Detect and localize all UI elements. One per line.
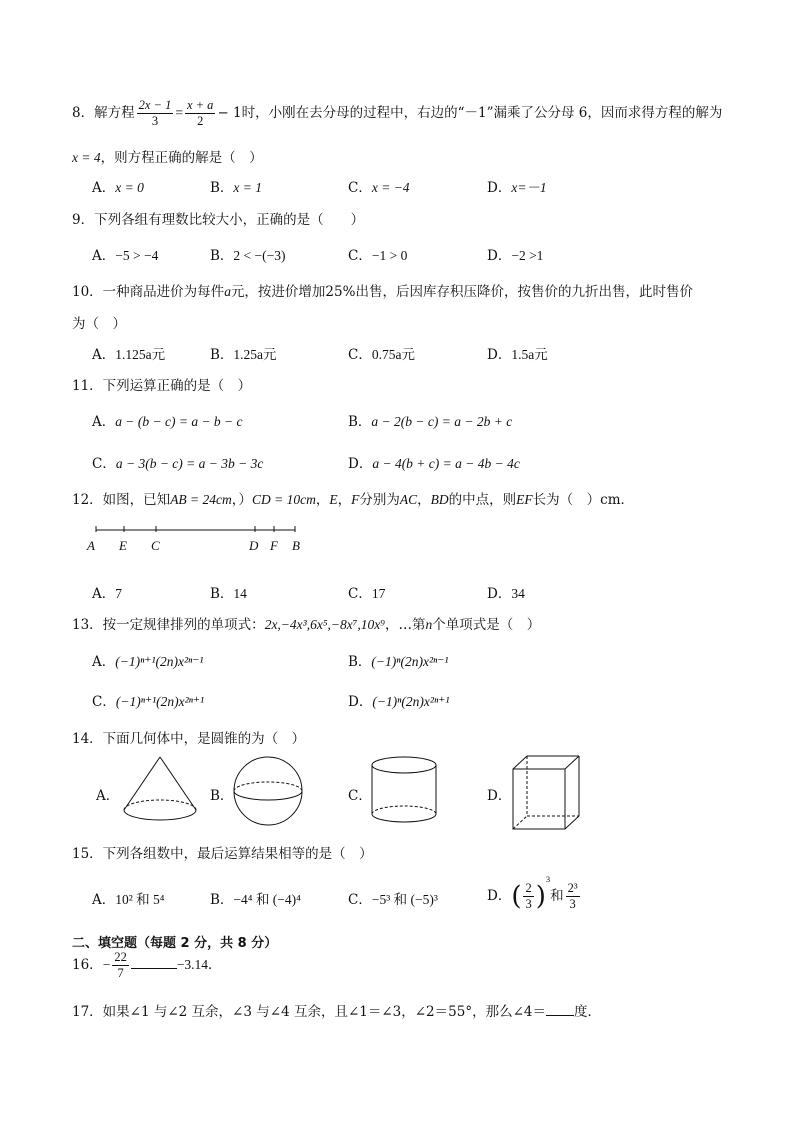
q15-option-b[interactable]: B．−4⁴ 和 (−4)⁴ <box>210 892 301 908</box>
question-8-line2: x = 4，则方程正确的解是（ ） <box>72 150 263 166</box>
q8-option-b[interactable]: B．x = 1 <box>210 180 263 196</box>
cone-icon <box>120 754 200 826</box>
q10-option-b[interactable]: B．1.25a元 <box>210 347 277 363</box>
section-heading-fill-blank: 二、填空题（每题 2 分，共 8 分） <box>72 936 278 951</box>
q14-option-c[interactable]: C． <box>348 754 458 828</box>
question-14: 14．下面几何体中，是圆锥的为（ ） <box>72 731 306 747</box>
point-label-f: F <box>270 538 278 553</box>
q14-option-a[interactable]: A． <box>92 754 202 828</box>
q11-option-b[interactable]: B．a − 2(b − c) = a − 2b + c <box>348 414 513 430</box>
q13-option-b[interactable]: B．(−1)ⁿ(2n)x²ⁿ⁻¹ <box>348 654 449 670</box>
q11-option-a[interactable]: A．a − (b − c) = a − b − c <box>92 414 243 430</box>
sphere-icon <box>230 754 308 828</box>
question-9: 9．下列各组有理数比较大小，正确的是（ ） <box>72 212 365 228</box>
point-label-a: A <box>87 538 95 553</box>
q13-option-d[interactable]: D．(−1)ⁿ(2n)x²ⁿ⁺¹ <box>348 694 450 710</box>
q15-d-paren-close: ) <box>535 881 546 912</box>
q9-option-c[interactable]: C．−1 > 0 <box>348 248 408 264</box>
question-12: 12．如图，已知AB = 24cm，）CD = 10cm，E，F分别为AC，BD的中点，则EF长为（ ）cm． <box>72 492 635 508</box>
q15-option-a[interactable]: A．10² 和 5⁴ <box>92 892 165 908</box>
point-label-b: B <box>292 538 300 553</box>
point-label-e: E <box>119 538 127 553</box>
q15-option-c[interactable]: C．−5³ 和 (−5)³ <box>348 892 438 908</box>
cylinder-icon <box>370 754 440 826</box>
q8-stem-start: 8．解方程 <box>72 105 135 121</box>
point-label-c: C <box>151 538 160 553</box>
q8-stem-rest: − 1时，小刚在去分母的过程中，右边的“－1”漏乘了公分母 6，因而求得方程的解为 <box>217 105 723 121</box>
q13-option-c[interactable]: C．(−1)ⁿ⁺¹(2n)x²ⁿ⁺¹ <box>92 694 205 710</box>
q11-option-d[interactable]: D．a − 4(b + c) = a − 4b − 4c <box>348 456 520 472</box>
q8-option-d[interactable]: D．x=－1 <box>487 180 547 196</box>
q11-option-c[interactable]: C．a − 3(b − c) = a − 3b − 3c <box>92 456 264 472</box>
question-13: 13．按一定规律排列的单项式：2x,−4x³,6x⁵,−8x⁷,10x⁹，…第n个单项式是（ ） <box>72 617 541 633</box>
segment-diagram <box>80 522 310 556</box>
q13-option-a[interactable]: A．(−1)ⁿ⁺¹(2n)x²ⁿ⁻¹ <box>92 654 204 670</box>
question-16: 16．− $\frac{22}{7}$ −3.14． <box>72 950 222 980</box>
q15-d-paren-open: ( <box>511 881 522 912</box>
q10-option-c[interactable]: C．0.75a元 <box>348 347 415 363</box>
q8-option-a[interactable]: A．x = 0 <box>92 180 144 196</box>
q8-fraction-2: $\frac{x + a}{2}$ <box>186 98 214 128</box>
q15-d-fraction-2: $\frac{\text{2³}}{3}$ <box>567 881 578 911</box>
q9-option-a[interactable]: A．−5 > −4 <box>92 248 159 264</box>
q9-option-b[interactable]: B．2 < −(−3) <box>210 248 286 264</box>
q15-d-fraction: $\frac{2}{3}$ <box>525 881 532 911</box>
question-17: 17．如果∠1 与∠2 互余，∠3 与∠4 互余，且∠1＝∠3，∠2＝55°，那么∠4＝ 度． <box>72 1000 601 1020</box>
question-10-line1: 10．一种商品进价为每件a元，按进价增加25%出售，后因库存积压降价，按售价的九折出售，此时售价 <box>72 284 693 300</box>
q9-option-d[interactable]: D．−2 >1 <box>487 248 544 264</box>
q14-option-b[interactable]: B． <box>210 754 320 828</box>
question-8-line1: 8．解方程 $\frac{2x - 1}{3}$ = $\frac{x + a}{2}$ − 1时，小刚在去分母的过程中，右边的“－1”漏乘了公分母 6，因而求得方程的解为 <box>72 98 723 128</box>
q8-fraction-1: $\frac{2x - 1}{3}$ <box>138 98 172 128</box>
q10-option-a[interactable]: A．1.125a元 <box>92 347 166 363</box>
question-10-line2: 为（ ） <box>72 316 126 332</box>
q14-option-d[interactable]: D． <box>487 754 597 832</box>
q12-option-d[interactable]: D．34 <box>487 586 525 602</box>
q10-option-d[interactable]: D．1.5a元 <box>487 347 548 363</box>
question-15: 15．下列各组数中，最后运算结果相等的是（ ） <box>72 846 373 862</box>
q16-fraction: $\frac{22}{7}$ <box>114 950 127 980</box>
q16-answer-blank[interactable] <box>131 954 177 969</box>
question-11: 11．下列运算正确的是（ ） <box>72 378 252 394</box>
q15-option-d[interactable]: D．( $\frac{2}{3}$ )$^3$和 $\frac{\text{2³}}{3}$ <box>487 874 578 912</box>
q12-option-a[interactable]: A．7 <box>92 586 122 602</box>
q8-option-c[interactable]: C．x = −4 <box>348 180 410 196</box>
point-label-d: D <box>249 538 259 553</box>
q12-option-c[interactable]: C．17 <box>348 586 386 602</box>
q17-answer-blank[interactable] <box>546 1001 574 1016</box>
q12-option-b[interactable]: B．14 <box>210 586 247 602</box>
cube-icon <box>511 754 581 832</box>
